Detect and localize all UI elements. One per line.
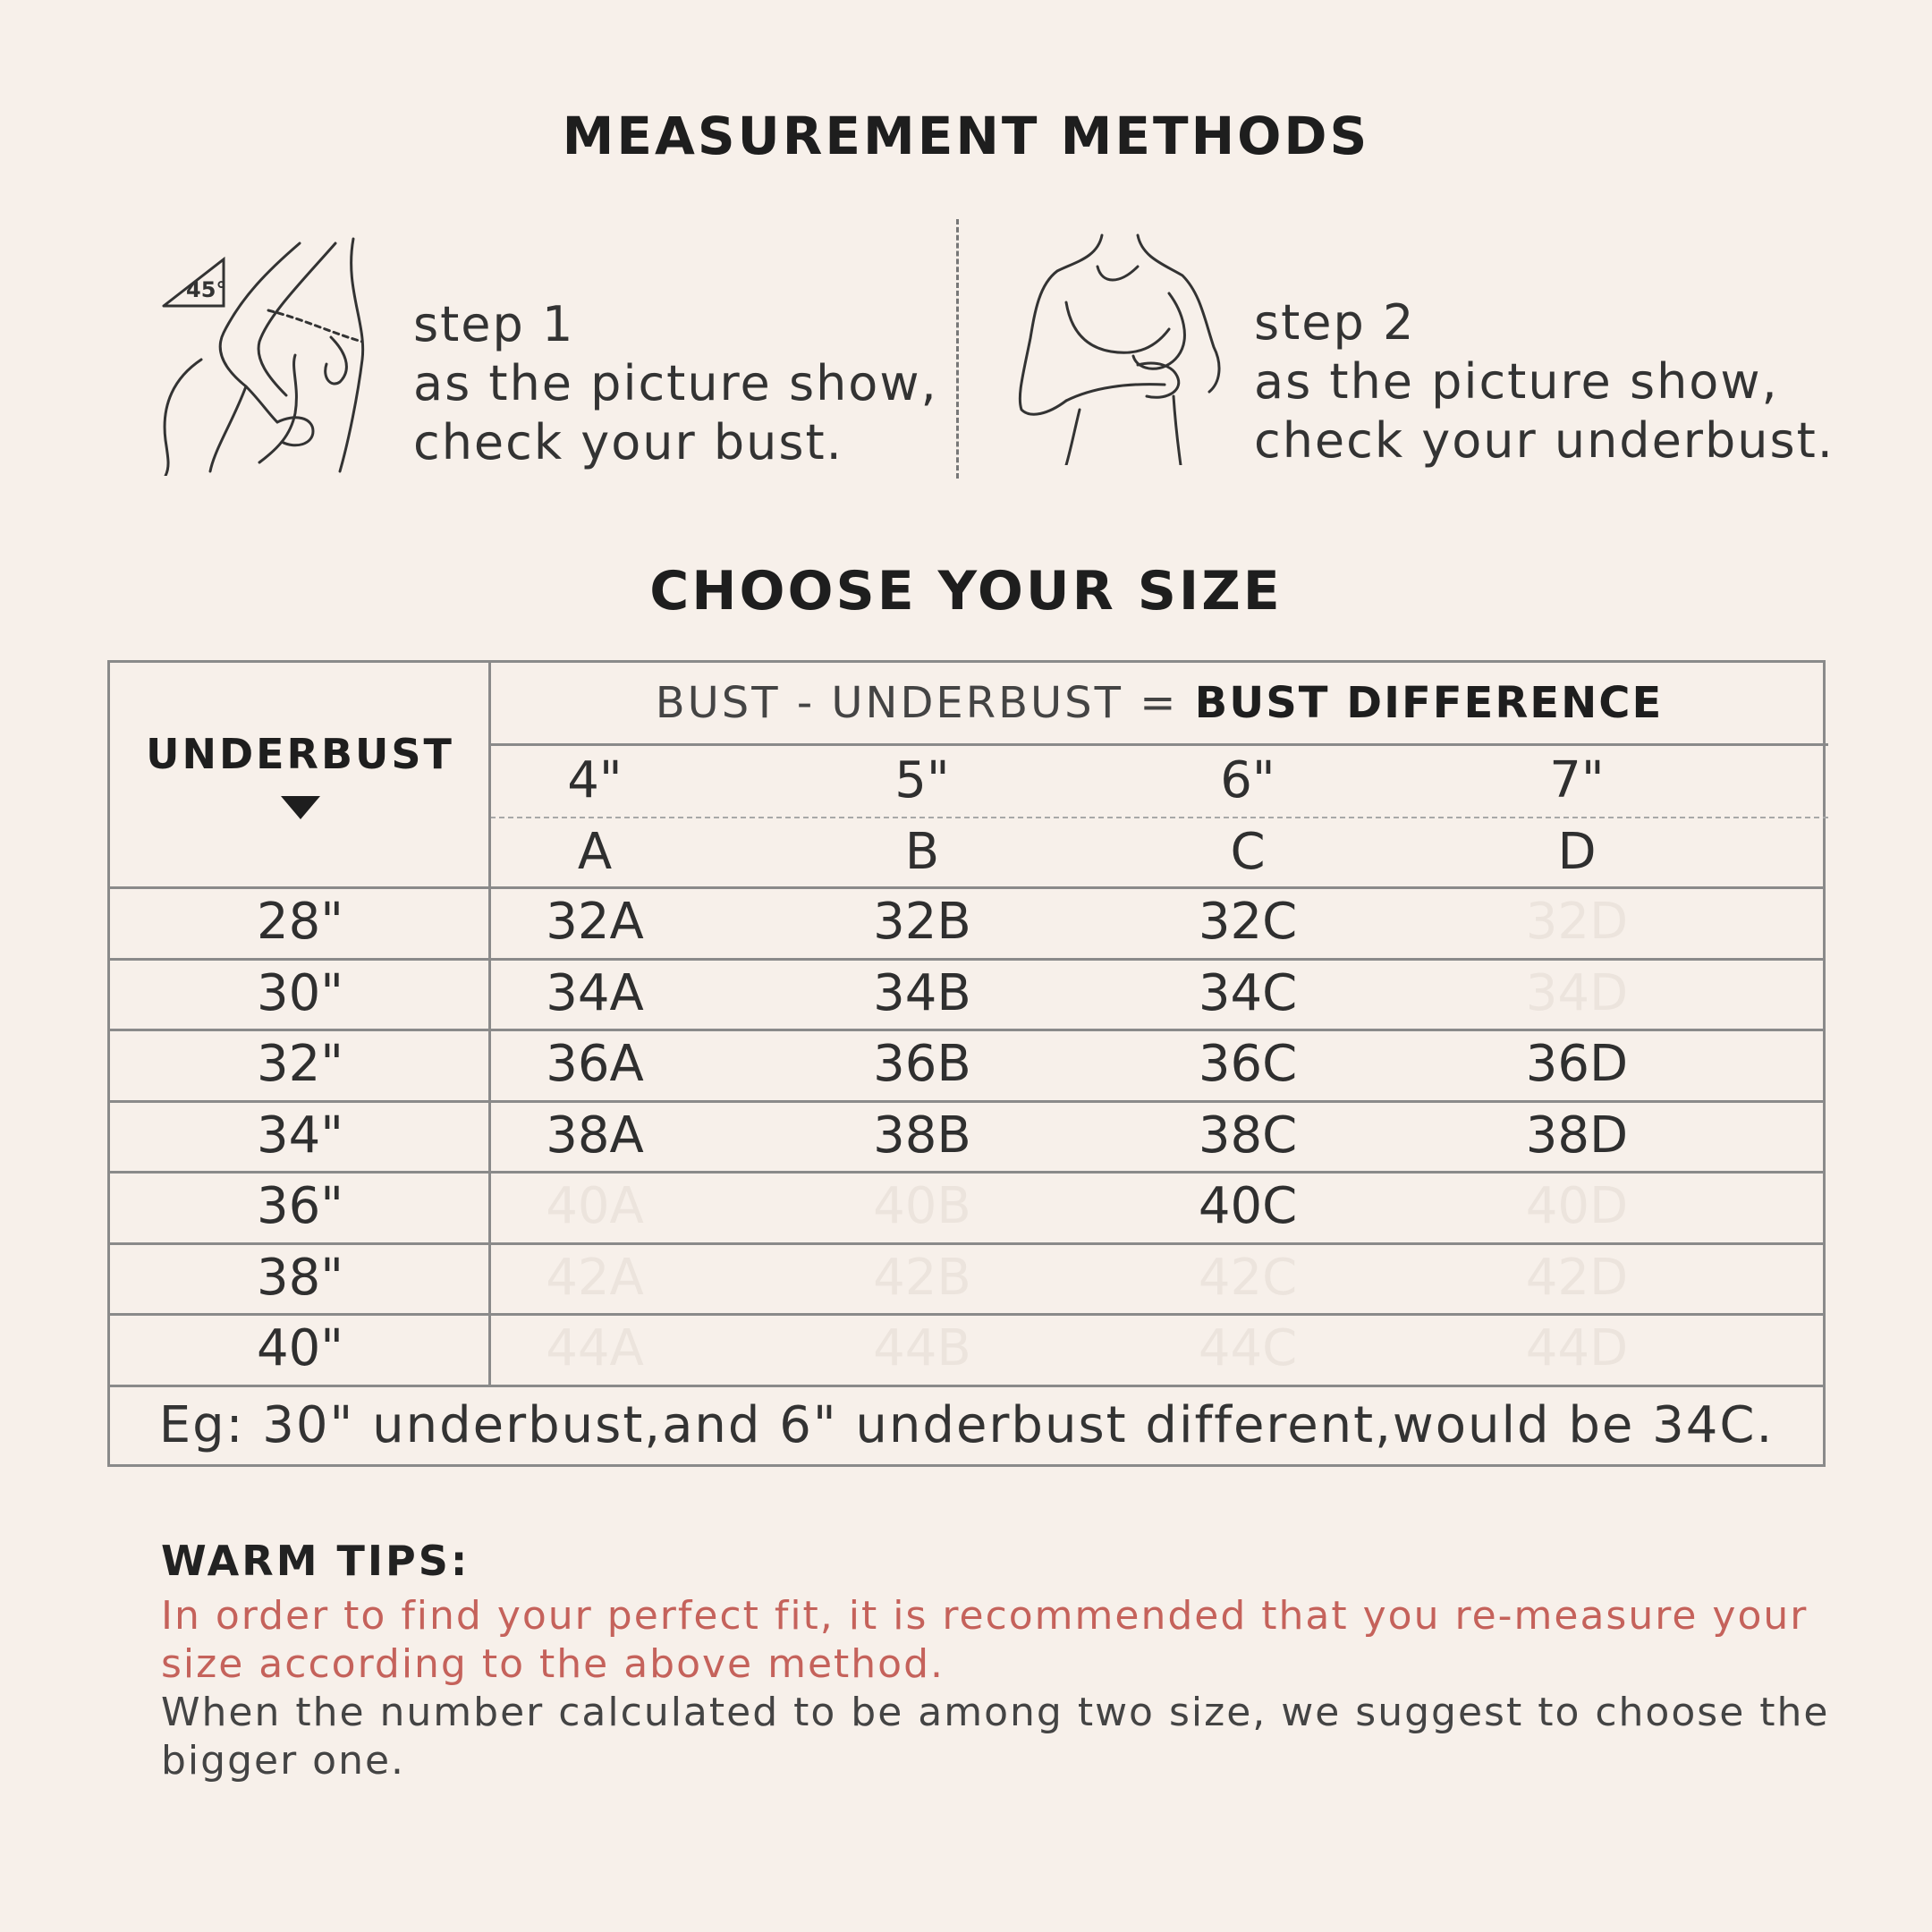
size-cell: 44A xyxy=(546,1319,644,1378)
size-cell: 40B xyxy=(873,1177,971,1236)
size-cell: 34A xyxy=(546,963,644,1022)
underbust-measure-illustration xyxy=(1013,231,1227,465)
size-cell: 36D xyxy=(1525,1035,1629,1094)
size-cell: 34C xyxy=(1198,963,1298,1022)
warm-tips-title: WARM TIPS: xyxy=(161,1537,470,1585)
cup-a: A xyxy=(577,822,613,881)
bust-measure-illustration xyxy=(161,234,376,476)
size-cell: 32C xyxy=(1198,893,1298,952)
size-cell: 42A xyxy=(546,1248,644,1307)
header-dashed-divider xyxy=(490,817,1828,818)
size-cell: 32A xyxy=(546,893,644,952)
cup-b: B xyxy=(904,822,940,881)
size-cell: 44C xyxy=(1198,1319,1298,1378)
formula-underbust: UNDERBUST = xyxy=(831,678,1195,728)
cup-d: D xyxy=(1557,822,1597,881)
size-cell: 36A xyxy=(546,1035,644,1094)
difference-6: 6" xyxy=(1220,750,1275,809)
size-cell: 38C xyxy=(1198,1106,1298,1165)
size-cell: 44B xyxy=(873,1319,971,1378)
underbust-value: 34" xyxy=(256,1106,343,1165)
underbust-value: 32" xyxy=(256,1035,343,1094)
difference-4: 4" xyxy=(567,750,623,809)
arrow-down-icon xyxy=(281,796,320,819)
size-cell: 36B xyxy=(873,1035,971,1094)
size-cell: 34D xyxy=(1525,963,1629,1022)
underbust-value: 36" xyxy=(256,1177,343,1236)
bust-difference-formula xyxy=(490,663,1828,743)
size-cell: 42B xyxy=(873,1248,971,1307)
step-1-label: step 1 xyxy=(413,296,575,352)
column-divider xyxy=(488,663,491,1385)
size-cell: 40A xyxy=(546,1177,644,1236)
step-1-line2: check your bust. xyxy=(413,414,843,470)
size-cell: 34B xyxy=(873,963,971,1022)
size-cell: 44D xyxy=(1525,1319,1629,1378)
size-cell: 32B xyxy=(873,893,971,952)
step-2-label: step 2 xyxy=(1254,294,1416,351)
size-chart-title: CHOOSE YOUR SIZE xyxy=(649,560,1283,623)
underbust-value: 40" xyxy=(256,1319,343,1378)
warm-tips-dark-text: When the number calculated to be among two size, we suggest to choose the bigger one. xyxy=(161,1690,1830,1784)
difference-5: 5" xyxy=(894,750,950,809)
difference-7: 7" xyxy=(1549,750,1605,809)
step-divider xyxy=(956,219,959,479)
formula-result: BUST DIFFERENCE xyxy=(1194,678,1664,728)
step-2-line1: as the picture show, xyxy=(1254,353,1779,410)
size-cell: 42D xyxy=(1525,1248,1629,1307)
size-cell: 36C xyxy=(1198,1035,1298,1094)
warm-tips xyxy=(161,1537,1843,1785)
angle-label: 45° xyxy=(186,277,227,302)
size-cell: 42C xyxy=(1198,1248,1298,1307)
step-2-line2: check your underbust. xyxy=(1254,412,1835,469)
size-cell: 40D xyxy=(1525,1177,1629,1236)
size-cell: 38B xyxy=(873,1106,971,1165)
size-cell: 40C xyxy=(1198,1177,1298,1236)
size-table xyxy=(107,660,1826,1467)
warm-tips-red-text: In order to find your perfect fit, it is recommended that you re-measure your size according to the above method. xyxy=(161,1593,1809,1687)
underbust-header-label: UNDERBUST xyxy=(146,730,454,778)
underbust-value: 28" xyxy=(256,893,343,952)
size-cell: 38A xyxy=(546,1106,644,1165)
formula-bust: BUST - xyxy=(655,678,832,728)
underbust-value: 38" xyxy=(256,1248,343,1307)
header-divider xyxy=(490,743,1828,746)
measurement-title: MEASUREMENT METHODS xyxy=(562,106,1370,166)
size-cell: 38D xyxy=(1525,1106,1629,1165)
step-1-line1: as the picture show, xyxy=(413,355,938,411)
cup-c: C xyxy=(1230,822,1266,881)
underbust-value: 30" xyxy=(256,963,343,1022)
size-example: Eg: 30" underbust,and 6" underbust different,would be 34C. xyxy=(158,1395,1775,1454)
size-cell: 32D xyxy=(1525,893,1629,952)
